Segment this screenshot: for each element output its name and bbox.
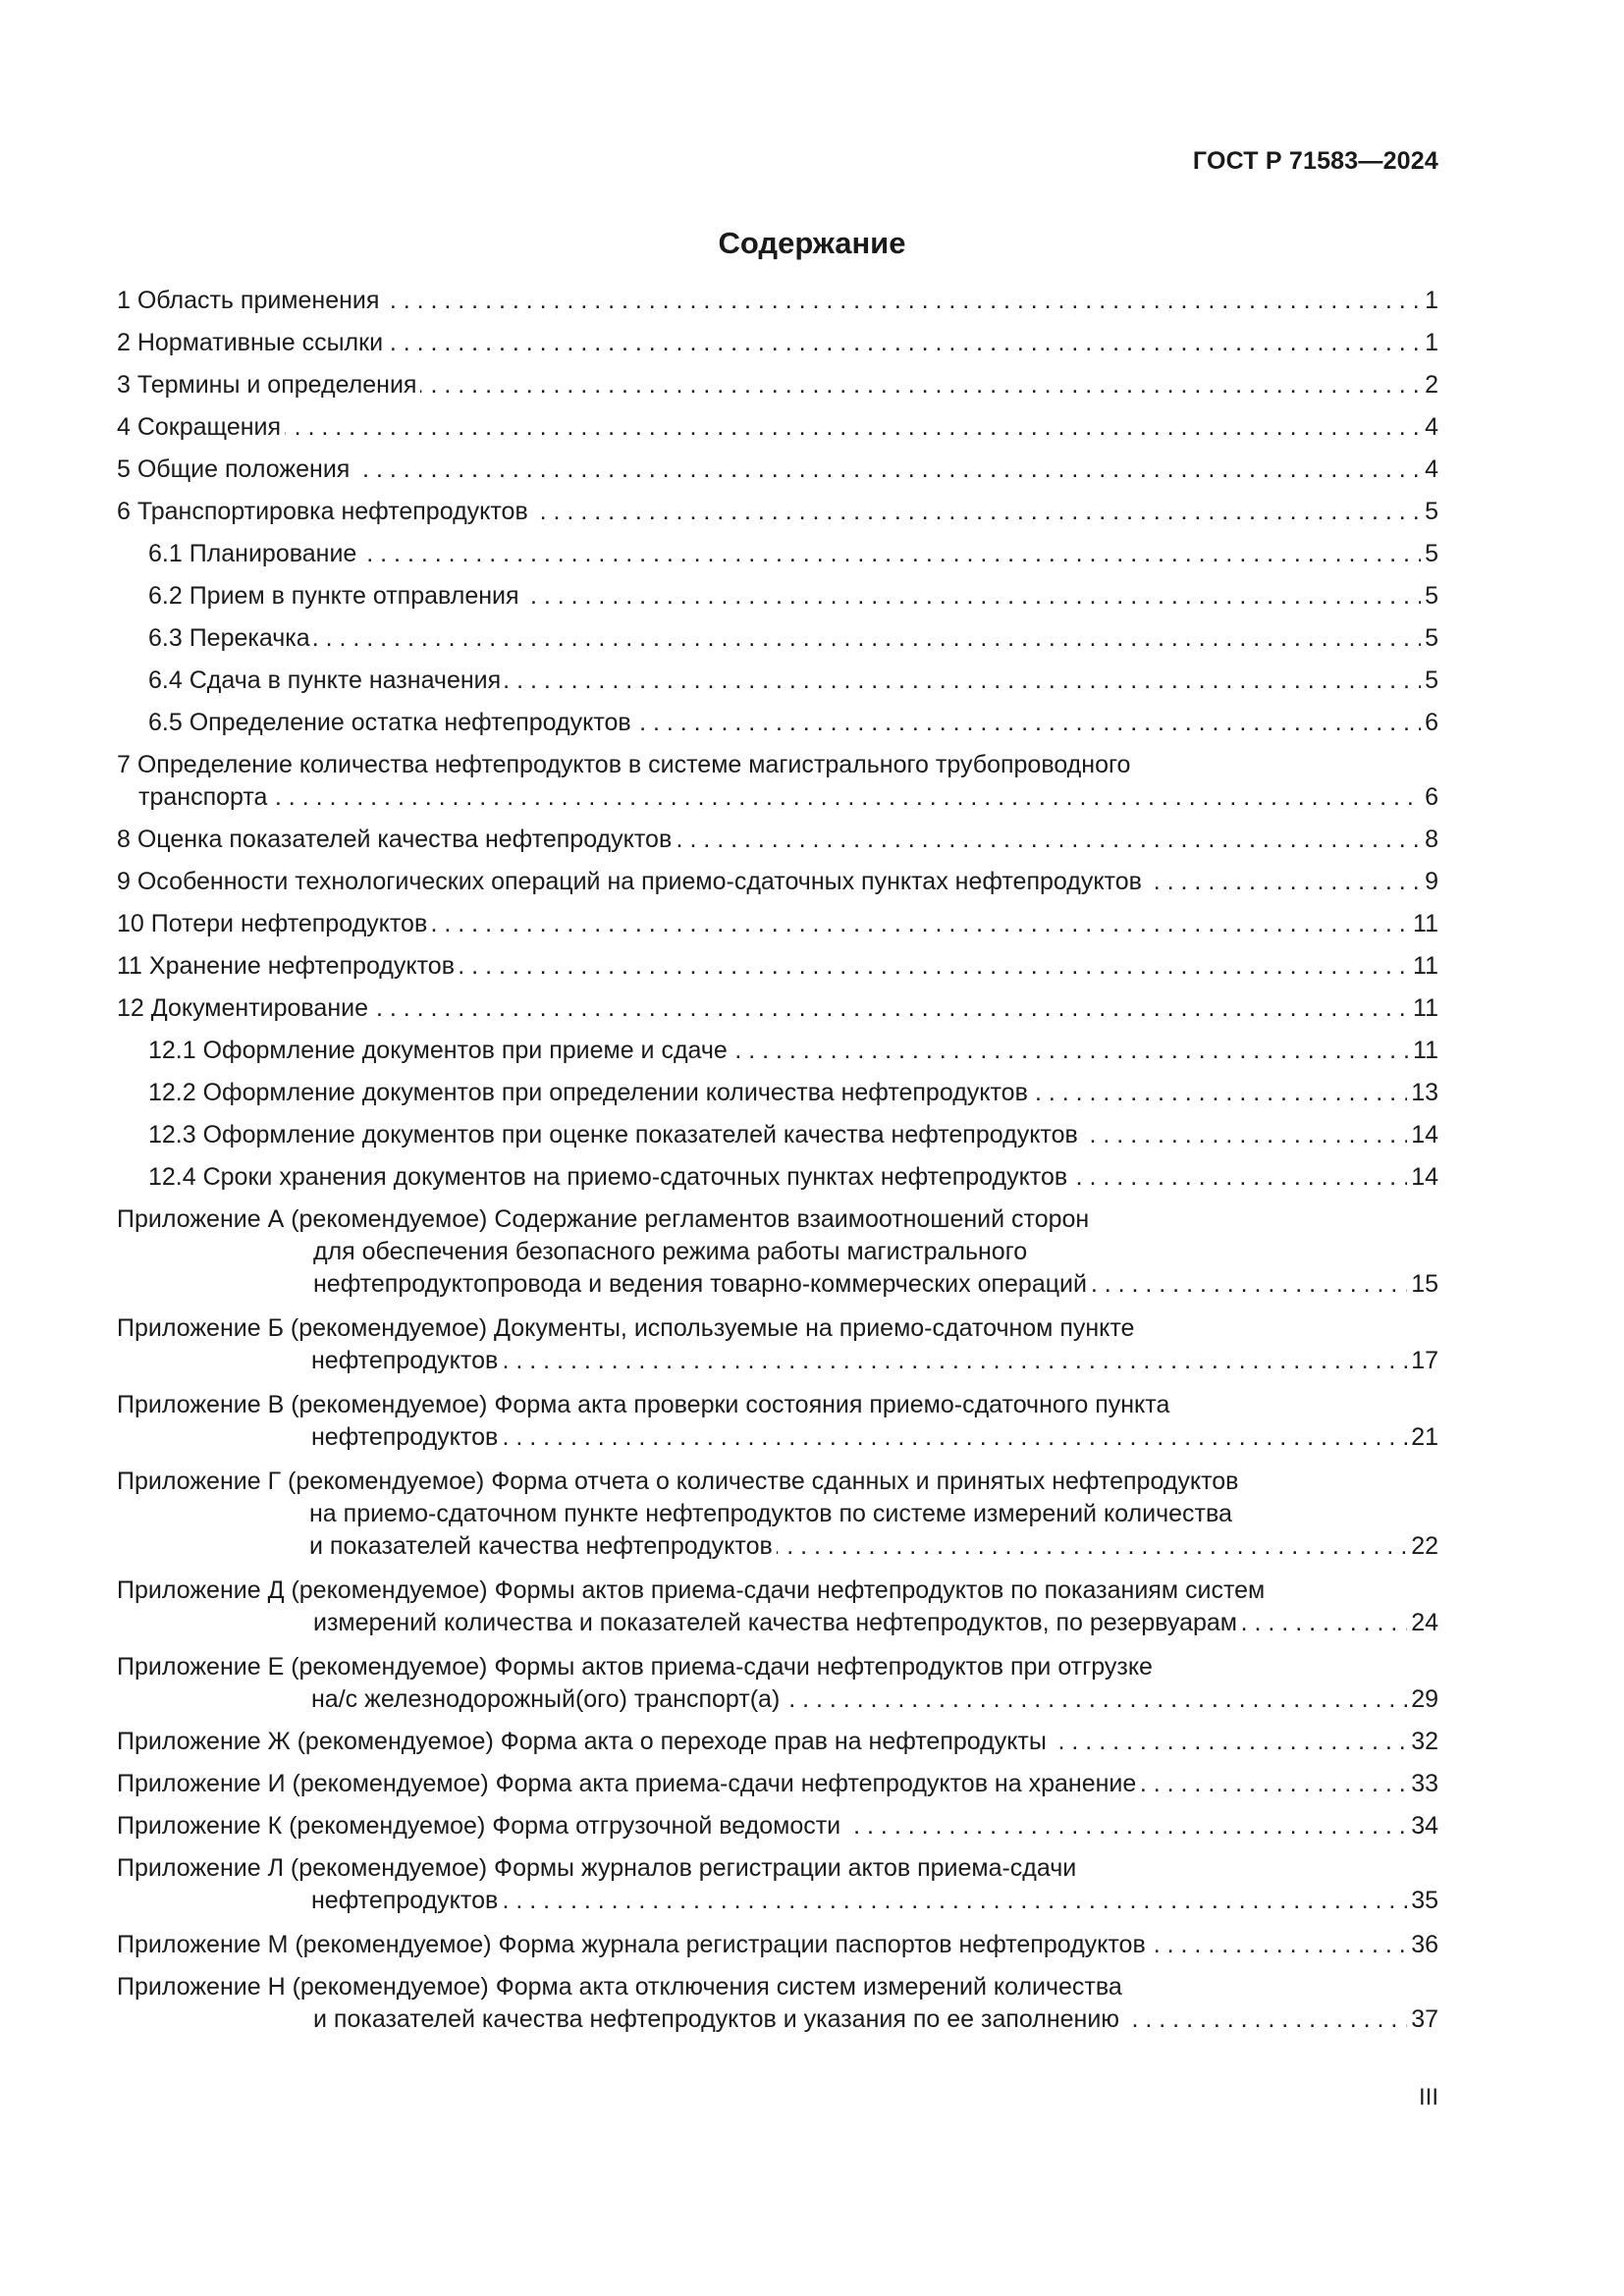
toc-entry-title: 2 Нормативные ссылки [117,329,387,356]
toc-entry[interactable] [117,1726,1438,1758]
toc-entry-page: 1 [1421,327,1438,359]
toc-entry[interactable] [117,992,1438,1025]
toc-entry-page: 6 [1421,707,1438,739]
toc-entry[interactable] [117,1161,1438,1194]
toc-entry[interactable] [117,1119,1438,1151]
toc-entry[interactable] [117,622,1438,655]
toc-entry[interactable] [117,707,1438,739]
toc-entry-title: 6.3 Перекачка [148,624,314,652]
toc-entry-page: 8 [1421,824,1438,856]
toc-entry-title: 4 Сокращения [117,413,285,441]
toc-entry[interactable] [117,1971,1438,2036]
toc-entry-page: 5 [1421,622,1438,655]
toc-entry-title: Приложение И (рекомендуемое) Форма акта приема-сдачи нефтепродуктов на хранение [117,1770,1140,1797]
toc-entry-page: 5 [1421,665,1438,697]
toc-entry-page: 21 [1407,1421,1438,1454]
toc-entry-title: 6.5 Определение остатка нефтепродуктов [148,709,635,736]
toc-entry-page: 5 [1421,538,1438,570]
toc-entry-page: 1 [1421,285,1438,317]
toc-entry-title: 8 Оценка показателей качества нефтепродуктов [117,826,676,853]
toc-entry[interactable] [117,454,1438,486]
toc-entry-title: 6.4 Сдача в пункте назначения [148,667,505,694]
toc-entry[interactable] [117,538,1438,570]
toc-entry-page: 11 [1409,992,1438,1025]
toc-entry-title: 12.4 Сроки хранения документов на приемо-сдаточных пунктах нефтепродуктов [148,1163,1071,1191]
toc-entry-page: 24 [1407,1607,1438,1639]
toc-entry-title: 5 Общие положения [117,455,353,483]
toc-entry-title: 6 Транспортировка нефтепродуктов [117,498,532,525]
toc-entry-title: на приемо-сдаточном пункте нефтепродуктов по системе измерений количества [309,1500,1236,1527]
toc-entry-title: измерений количества и показателей качества нефтепродуктов, по резервуарам [313,1609,1241,1636]
toc-entry-title: нефтепродуктов [311,1423,502,1451]
toc-entry-title: транспорта [138,783,271,811]
toc-entry-page: 14 [1407,1119,1438,1151]
toc-entry-page: 34 [1407,1810,1438,1842]
toc-entry-page: 22 [1407,1530,1438,1563]
toc-entry[interactable] [117,411,1438,444]
toc-entry-title: и показателей качества нефтепродуктов и указания по ее заполнению [313,2005,1123,2033]
table-of-contents [117,285,1438,2036]
toc-entry-page: 11 [1409,1035,1438,1067]
toc-entry-title: Приложение А (рекомендуемое) Содержание регламентов взаимоотношений сторон [117,1205,1093,1233]
toc-entry-page: 33 [1407,1768,1438,1800]
toc-entry-title: Приложение М (рекомендуемое) Форма журнала регистрации паспортов нефтепродуктов [117,1931,1150,1958]
toc-entry[interactable] [117,908,1438,940]
toc-entry-title: 12.3 Оформление документов при оценке показателей качества нефтепродуктов [148,1121,1082,1148]
toc-entry-title: Приложение Ж (рекомендуемое) Форма акта о переходе прав на нефтепродукты [117,1728,1051,1755]
toc-entry-title: 12.2 Оформление документов при определении количества нефтепродуктов [148,1079,1032,1106]
toc-entry-title: Приложение Д (рекомендуемое) Формы актов приема-сдачи нефтепродуктов по показаниям систем [117,1576,1269,1604]
toc-entry-page: 14 [1407,1161,1438,1194]
toc-entry-title: Приложение Л (рекомендуемое) Формы журналов регистрации актов приема-сдачи [117,1854,1080,1882]
toc-entry-title: 12 Документирование [117,994,372,1022]
toc-entry[interactable] [117,1810,1438,1842]
toc-entry-title: 6.1 Планирование [148,540,360,567]
toc-entry-title: на/с железнодорожный(ого) транспорт(а) [311,1685,784,1713]
toc-entry-page: 37 [1407,2003,1438,2036]
toc-entry-page: 5 [1421,496,1438,528]
toc-entry-page: 4 [1421,454,1438,486]
toc-entry-page: 6 [1421,781,1438,814]
toc-entry[interactable] [117,824,1438,856]
toc-entry-page: 15 [1407,1268,1438,1301]
toc-entry-page: 9 [1421,866,1438,898]
toc-entry-page: 4 [1421,411,1438,444]
toc-entry-title: 11 Хранение нефтепродуктов [117,952,459,980]
toc-entry-page: 36 [1407,1929,1438,1961]
toc-entry[interactable] [117,950,1438,983]
toc-entry[interactable] [117,1651,1438,1716]
toc-entry-title: 9 Особенности технологических операций на приемо-сдаточных пунктах нефтепродуктов [117,868,1146,895]
toc-entry-title: Приложение В (рекомендуемое) Форма акта проверки состояния приемо-сдаточного пункта [117,1391,1173,1418]
toc-entry[interactable] [117,1312,1438,1377]
toc-entry-title: Приложение Е (рекомендуемое) Формы актов приема-сдачи нефтепродуктов при отгрузке [117,1653,1157,1681]
toc-entry[interactable] [117,1768,1438,1800]
toc-entry-title: 1 Область применения [117,287,383,314]
toc-entry-page: 2 [1421,369,1438,401]
toc-entry[interactable] [117,369,1438,401]
toc-title: Содержание [718,226,906,260]
toc-entry[interactable] [117,1466,1438,1563]
toc-entry[interactable] [117,1203,1438,1301]
toc-entry[interactable] [117,1575,1438,1639]
document-code: ГОСТ Р 71583—2024 [1192,147,1438,175]
toc-entry[interactable] [117,1035,1438,1067]
toc-entry[interactable] [117,1852,1438,1917]
toc-entry-page: 11 [1409,950,1438,983]
toc-entry-page: 13 [1407,1077,1438,1109]
toc-entry-page: 17 [1407,1345,1438,1377]
toc-entry[interactable] [117,1077,1438,1109]
toc-entry-title: 10 Потери нефтепродуктов [117,910,431,937]
toc-entry-page: 32 [1407,1726,1438,1758]
toc-entry-title: Приложение Н (рекомендуемое) Форма акта отключения систем измерений количества [117,1973,1126,2001]
toc-entry[interactable] [117,496,1438,528]
toc-entry-title: и показателей качества нефтепродуктов [309,1532,777,1560]
toc-entry-title: 3 Термины и определения [117,371,420,399]
toc-entry-page: 11 [1409,908,1438,940]
toc-entry-title: 7 Определение количества нефтепродуктов в системе магистрального трубопроводного [117,751,1134,778]
page-number: III [1418,2084,1438,2110]
toc-entry-title: 12.1 Оформление документов при приеме и сдаче [148,1037,731,1064]
toc-entry-page: 5 [1421,580,1438,613]
toc-entry-title: нефтепродуктопровода и ведения товарно-коммерческих операций [313,1270,1091,1298]
toc-entry-title: Приложение Б (рекомендуемое) Документы, используемые на приемо-сдаточном пункте [117,1314,1138,1342]
toc-entry[interactable] [117,866,1438,898]
toc-entry-title: 6.2 Прием в пункте отправления [148,582,523,610]
toc-entry[interactable] [117,580,1438,613]
toc-entry-page: 35 [1407,1885,1438,1917]
toc-entry[interactable] [117,665,1438,697]
toc-entry[interactable] [117,1389,1438,1454]
toc-entry-title: нефтепродуктов [311,1347,502,1374]
toc-entry[interactable] [117,749,1438,814]
toc-entry-title: нефтепродуктов [311,1887,502,1914]
toc-entry[interactable] [117,1929,1438,1961]
toc-entry-title: для обеспечения безопасного режима работы магистрального [313,1238,1031,1265]
toc-entry-title: Приложение К (рекомендуемое) Форма отгрузочной ведомости [117,1812,844,1840]
toc-entry[interactable] [117,327,1438,359]
toc-entry[interactable] [117,285,1438,317]
toc-entry-title: Приложение Г (рекомендуемое) Форма отчета о количестве сданных и принятых нефтепродуктов [117,1468,1242,1495]
toc-entry-page: 29 [1407,1683,1438,1716]
